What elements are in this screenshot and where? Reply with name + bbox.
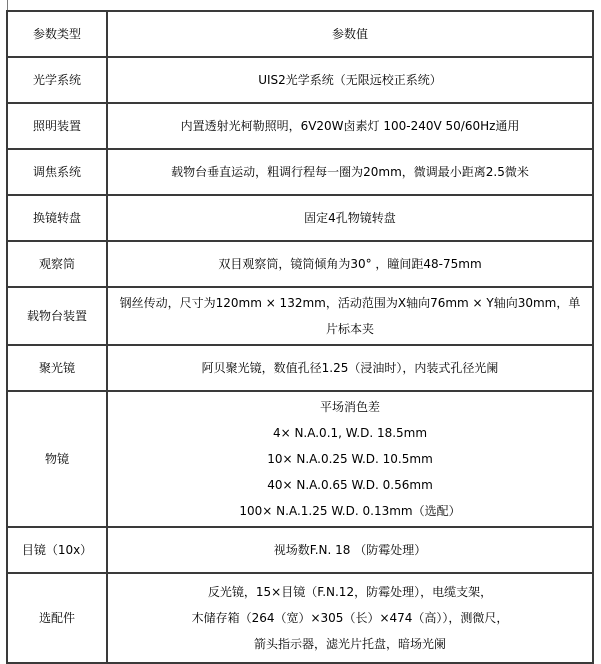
row-value	[107, 527, 593, 573]
row-value	[107, 103, 593, 149]
table-row	[7, 241, 593, 287]
row-value-line: 内置透射光柯勒照明，6V20W卤素灯 100-240V 50/60Hz通用	[180, 119, 520, 133]
row-value-line: 100× N.A.1.25 W.D. 0.13mm（选配）	[239, 504, 461, 518]
spec-table-body	[7, 57, 593, 663]
row-label: 载物台装置	[7, 287, 107, 345]
row-label: 照明装置	[7, 103, 107, 149]
header-param-type: 参数类型	[7, 11, 107, 57]
table-header-row	[7, 11, 593, 57]
row-value	[107, 149, 593, 195]
row-value	[107, 57, 593, 103]
row-value-line: 箭头指示器，滤光片托盘，暗场光阑	[253, 637, 446, 651]
row-value-line: UIS2光学系统（无限远校正系统）	[258, 73, 442, 87]
row-value-line: 双目观察筒，镜筒倾角为30° ，瞳间距48-75mm	[218, 257, 482, 271]
table-row	[7, 103, 593, 149]
row-label: 物镜	[7, 391, 107, 527]
row-value-line: 反光镜，15×目镜（F.N.12，防霉处理），电缆支架，	[207, 585, 493, 599]
row-value-line: 木储存箱（264（宽）×305（长）×474（高）），测微尺，	[191, 611, 509, 625]
row-value-line: 固定4孔物镜转盘	[304, 211, 396, 225]
table-row	[7, 287, 593, 345]
row-value-line: 钢丝传动，尺寸为120mm × 132mm，活动范围为X轴向76mm × Y轴向30mm，单片标本夹	[119, 296, 581, 336]
row-value	[107, 241, 593, 287]
row-value-line: 阿贝聚光镜，数值孔径1.25（浸油时），内装式孔径光阑	[201, 361, 499, 375]
row-value-line: 视场数F.N. 18 （防霉处理）	[273, 543, 427, 557]
row-label: 聚光镜	[7, 345, 107, 391]
table-row	[7, 57, 593, 103]
row-label: 目镜（10x）	[7, 527, 107, 573]
row-value-line: 4× N.A.0.1, W.D. 18.5mm	[272, 426, 428, 440]
row-value	[107, 391, 593, 527]
table-row	[7, 573, 593, 663]
table-row	[7, 345, 593, 391]
table-row	[7, 527, 593, 573]
row-value-line: 40× N.A.0.65 W.D. 0.56mm	[267, 478, 433, 492]
table-row	[7, 195, 593, 241]
table-row	[7, 391, 593, 527]
table-row	[7, 149, 593, 195]
row-value-line: 平场消色差	[319, 400, 380, 414]
row-label: 光学系统	[7, 57, 107, 103]
header-param-value: 参数值	[107, 11, 593, 57]
row-label: 观察筒	[7, 241, 107, 287]
row-label: 换镜转盘	[7, 195, 107, 241]
row-value	[107, 287, 593, 345]
row-label: 选配件	[7, 573, 107, 663]
row-value	[107, 195, 593, 241]
row-value-line: 载物台垂直运动，粗调行程每一圈为20mm，微调最小距离2.5微米	[171, 165, 529, 179]
row-value	[107, 573, 593, 663]
row-label: 调焦系统	[7, 149, 107, 195]
row-value-line: 10× N.A.0.25 W.D. 10.5mm	[267, 452, 433, 466]
row-value	[107, 345, 593, 391]
spec-table	[6, 10, 594, 664]
